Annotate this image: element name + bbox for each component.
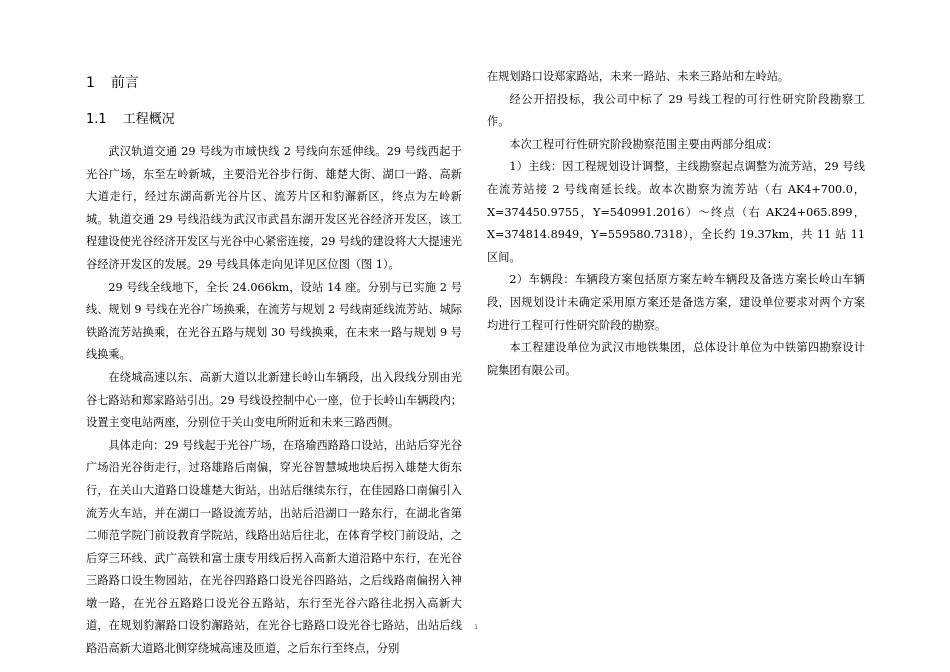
body-paragraph: 2）车辆段：车辆段方案包括原方案左岭车辆段及备选方案长岭山车辆段，因规划设计未确定采用原方案还是备选方案，建设单位要求对两个方案均进行工程可行性研究阶段的勘察。 xyxy=(487,273,865,332)
body-paragraph: 具体走向：29 号线起于光谷广场，在珞瑜西路路口设站，出站后穿光谷广场沿光谷街走行，过珞雄路后南偏，穿光谷智慧城地块后拐入雄楚大街东行，在关山大道路口设雄楚大街站，出站后继续东行，在佳园路口南偏引入流芳火车站，并在湖口一路设流芳站，出站后沿湖口一路东行，在湖北省第二师范学院门前设教育学院站，线路出站后往北，在体育学校门前设站，之后穿三环线、武广高铁和富士康专用线后拐入高新大道沿路中东行，在光谷三路路口设生物园站，在光谷四路路口设光谷四路站，之后线路南偏拐入神墩一路，在光谷五路路口设光谷五路站，东行至光谷六路往北拐入高新大道，在规划豹澥路口设豹澥路站，在光谷七路路口设光谷七路站，出站后线路沿高新大道路北侧穿绕城高速及匝道，之后东行至终点，分别 xyxy=(86,438,462,656)
section-heading xyxy=(86,72,462,92)
body-paragraph: 本工程建设单位为武汉市地铁集团，总体设计单位为中铁第四勘察设计院集团有限公司。 xyxy=(487,341,865,377)
page-number: 1 xyxy=(474,624,478,631)
section-title: 前言 xyxy=(110,75,139,91)
body-paragraph: 1）主线：因工程规划设计调整，主线勘察起点调整为流芳站，29 号线在流芳站接 2 号线南延长线。故本次勘察为流芳站（右 AK4+700.0，X=374450.9755，Y=540991.2016）～终点（右 AK24+065.899，X=374814.8949，Y=559580.7318），全长约 19.37km，共 11 站 11 区间。 xyxy=(487,160,865,264)
body-paragraph: 29 号线全线地下，全长 24.066km，设站 14 座。分别与已实施 2 号线、规划 9 号线在光谷广场换乘，在流芳与规划 2 号线南延线流芳站、城际铁路流芳站换乘，在光谷五路与规划 30 号线换乘，在未来一路与规划 9 号线换乘。 xyxy=(86,280,462,362)
section-number: 1 xyxy=(86,75,95,91)
body-paragraph: 本次工程可行性研究阶段勘察范围主要由两部分组成： xyxy=(509,137,778,151)
subsection-number: 1.1 xyxy=(86,112,107,127)
body-paragraph: 在绕城高速以东、高新大道以北新建长岭山车辆段，出入段线分别由光谷七路站和郑家路站引出。29 号线设控制中心一座，位于长岭山车辆段内；设置主变电站两座，分别位于关山变电所附近和未来三路西侧。 xyxy=(86,370,462,430)
body-paragraph: 经公开招投标，我公司中标了 29 号线工程的可行性研究阶段勘察工作。 xyxy=(487,92,865,129)
body-paragraph: 武汉轨道交通 29 号线为市域快线 2 号线向东延伸线。29 号线西起于光谷广场，东至左岭新城，主要沿光谷步行街、雄楚大街、湖口一路、高新大道走行，经过东湖高新光谷片区、流芳片区和豹澥新区，终点为左岭新城。轨道交通 29 号线沿线为武汉市武昌东湖开发区光谷经济开发区，该工程建设使光谷经济开发区与光谷中心紧密连接，29 号线的建设将大大提速光谷经济开发区的发展。29 号线具体走向见详见区位图（图 1）。 xyxy=(86,145,462,271)
right-column xyxy=(487,66,865,382)
body-paragraph-continued: 在规划路口设郑家路站，未来一路站、未来三路站和左岭站。 xyxy=(487,70,790,83)
left-column xyxy=(86,72,462,661)
subsection-heading xyxy=(86,108,462,127)
subsection-title: 工程概况 xyxy=(122,112,175,127)
